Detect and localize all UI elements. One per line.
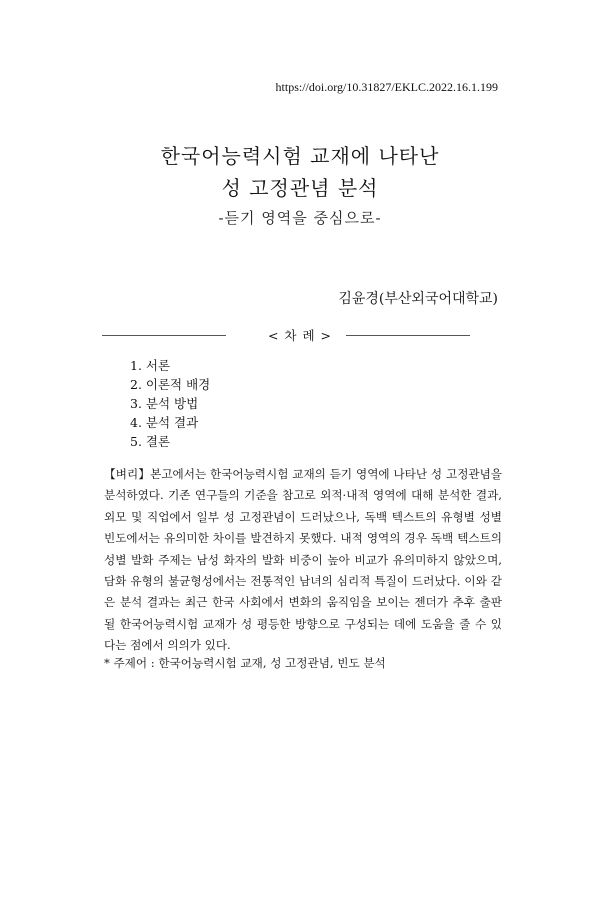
paper-subtitle: -듣기 영역을 중심으로- — [218, 209, 382, 227]
toc-item-method: 3. 분석 방법 — [130, 396, 199, 411]
abstract — [104, 464, 502, 657]
author-affiliation: 김윤경(부산외국어대학교) — [338, 291, 498, 307]
toc-item-background: 2. 이론적 배경 — [130, 377, 211, 392]
table-of-contents — [130, 356, 210, 451]
toc-item-conclusion: 5. 결론 — [130, 434, 171, 449]
abstract-text: 본고에서는 한국어능력시험 교재의 듣기 영역에 나타난 성 고정관념을 분석하였다. 기존 연구들의 기준을 참고로 외적·내적 영역에 대해 분석한 결과, 외모 및 직업에서 일부 성 고정관념이 드러났으나, 독백 텍스트의 유형별 성별 빈도에서는 유의미한 차이를 발견하지 못했다. 내적 영역의 경우 독백 텍스트의 성별 발화 주제는 남성 화자의 발화 비중이 높아 비교가 유의미하지 않았으며, 담화 유형의 불균형성에서는 전통적인 남녀의 심리적 특질이 드러났다. 이와 같은 분석 결과는 최근 한국 사회에서 변화의 움직임을 보이는 젠더가 추후 출판될 한국어능력시험 교재가 성 평등한 방향으로 구성되는 데에 도움을 줄 수 있다는 점에서 의의가 있다. — [104, 467, 502, 653]
doi-link[interactable]: https://doi.org/10.31827/EKLC.2022.16.1.199 — [275, 80, 498, 94]
toc-item-results: 4. 분석 결과 — [130, 415, 199, 430]
paper-title-line-2: 성 고정관념 분석 — [221, 176, 379, 200]
abstract-label: 【벼리】 — [104, 467, 151, 481]
toc-item-introduction: 1. 서론 — [130, 358, 171, 373]
toc-heading: < 차 례 > — [267, 328, 333, 343]
paper-title-line-1: 한국어능력시험 교재에 나타난 — [160, 144, 440, 168]
toc-divider-right — [346, 335, 470, 336]
keywords: * 주제어 : 한국어능력시험 교재, 성 고정관념, 빈도 분석 — [104, 656, 386, 670]
